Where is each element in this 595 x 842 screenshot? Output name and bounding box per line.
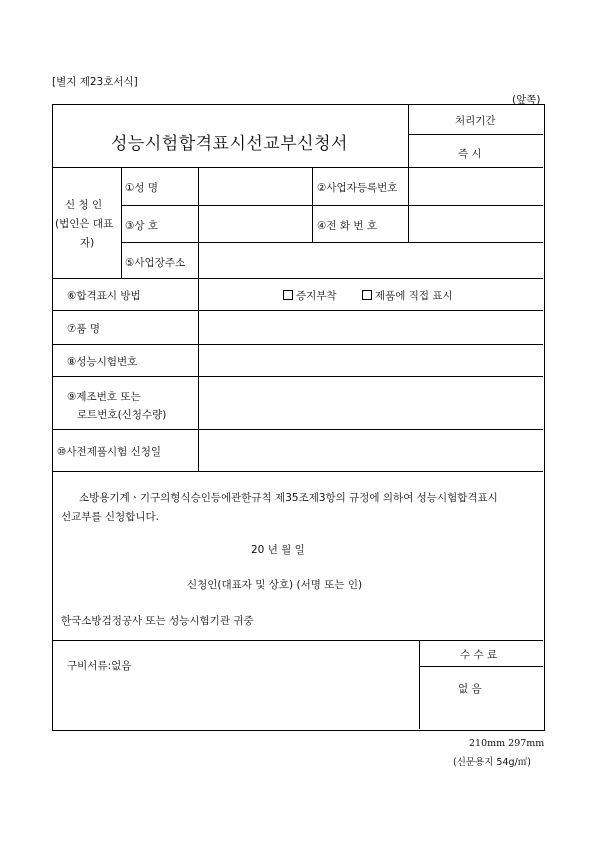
mark-option-sticker[interactable] <box>283 288 337 303</box>
product-name-label: ⑦품 명 <box>67 323 101 335</box>
applicant-group-sublabel-2: 자) <box>80 237 95 249</box>
statement-body-cont: 선교부를 신청합니다. <box>61 511 159 523</box>
fee-value: 없 음 <box>458 683 482 695</box>
applicant-signature-line: 신청인(대표자 및 상호) (서명 또는 인) <box>187 579 363 591</box>
processing-period-label: 처리기간 <box>455 115 496 127</box>
form-reference: [별지 제23호서식] <box>52 76 138 88</box>
address-label: ⑤사업장주소 <box>125 257 186 269</box>
application-date: 20 년 월 일 <box>251 544 305 556</box>
fee-label: 수 수 료 <box>460 649 498 661</box>
business-number-label: ②사업자등록번호 <box>317 182 398 194</box>
paper-type: (신문용지 54g/㎡) <box>453 757 531 768</box>
pretest-date-label: ⑩사전제품시험 신청일 <box>57 446 162 458</box>
lot-number-label: 로트번호(신청수량) <box>77 409 167 421</box>
mark-option-direct[interactable] <box>362 288 453 303</box>
paper-size: 210mm 297mm <box>469 738 545 749</box>
checkbox-icon[interactable] <box>283 290 293 300</box>
applicant-group-label: 신 청 인 <box>65 199 103 211</box>
mark-option-direct-label: 제품에 직접 표시 <box>375 290 453 302</box>
mark-option-sticker-label: 증지부착 <box>296 290 337 302</box>
application-form <box>52 104 545 731</box>
recipient-line: 한국소방검정공사 또는 성능시험기관 귀중 <box>61 615 254 627</box>
mark-method-label: ⑥합격표시 방법 <box>67 290 141 302</box>
processing-period-value: 즉 시 <box>458 148 482 160</box>
page-side-label: (앞쪽) <box>512 94 541 106</box>
statement-body: 소방용기계ㆍ기구의형식승인등에관한규칙 제35조제3항의 규정에 의하여 성능시험합격표시 <box>79 492 498 504</box>
name-label: ①성 명 <box>125 182 159 194</box>
phone-label: ④전 화 번 호 <box>317 220 377 232</box>
serial-number-label: ⑨제조번호 또는 <box>67 391 141 403</box>
company-label: ③상 호 <box>125 220 159 232</box>
form-title: 성능시험합격표시선교부신청서 <box>111 134 348 154</box>
test-number-label: ⑧성능시험번호 <box>67 356 138 368</box>
applicant-group-sublabel: (법인은 대표 <box>55 218 114 230</box>
checkbox-icon[interactable] <box>362 290 372 300</box>
required-documents: 구비서류:없음 <box>67 660 132 672</box>
